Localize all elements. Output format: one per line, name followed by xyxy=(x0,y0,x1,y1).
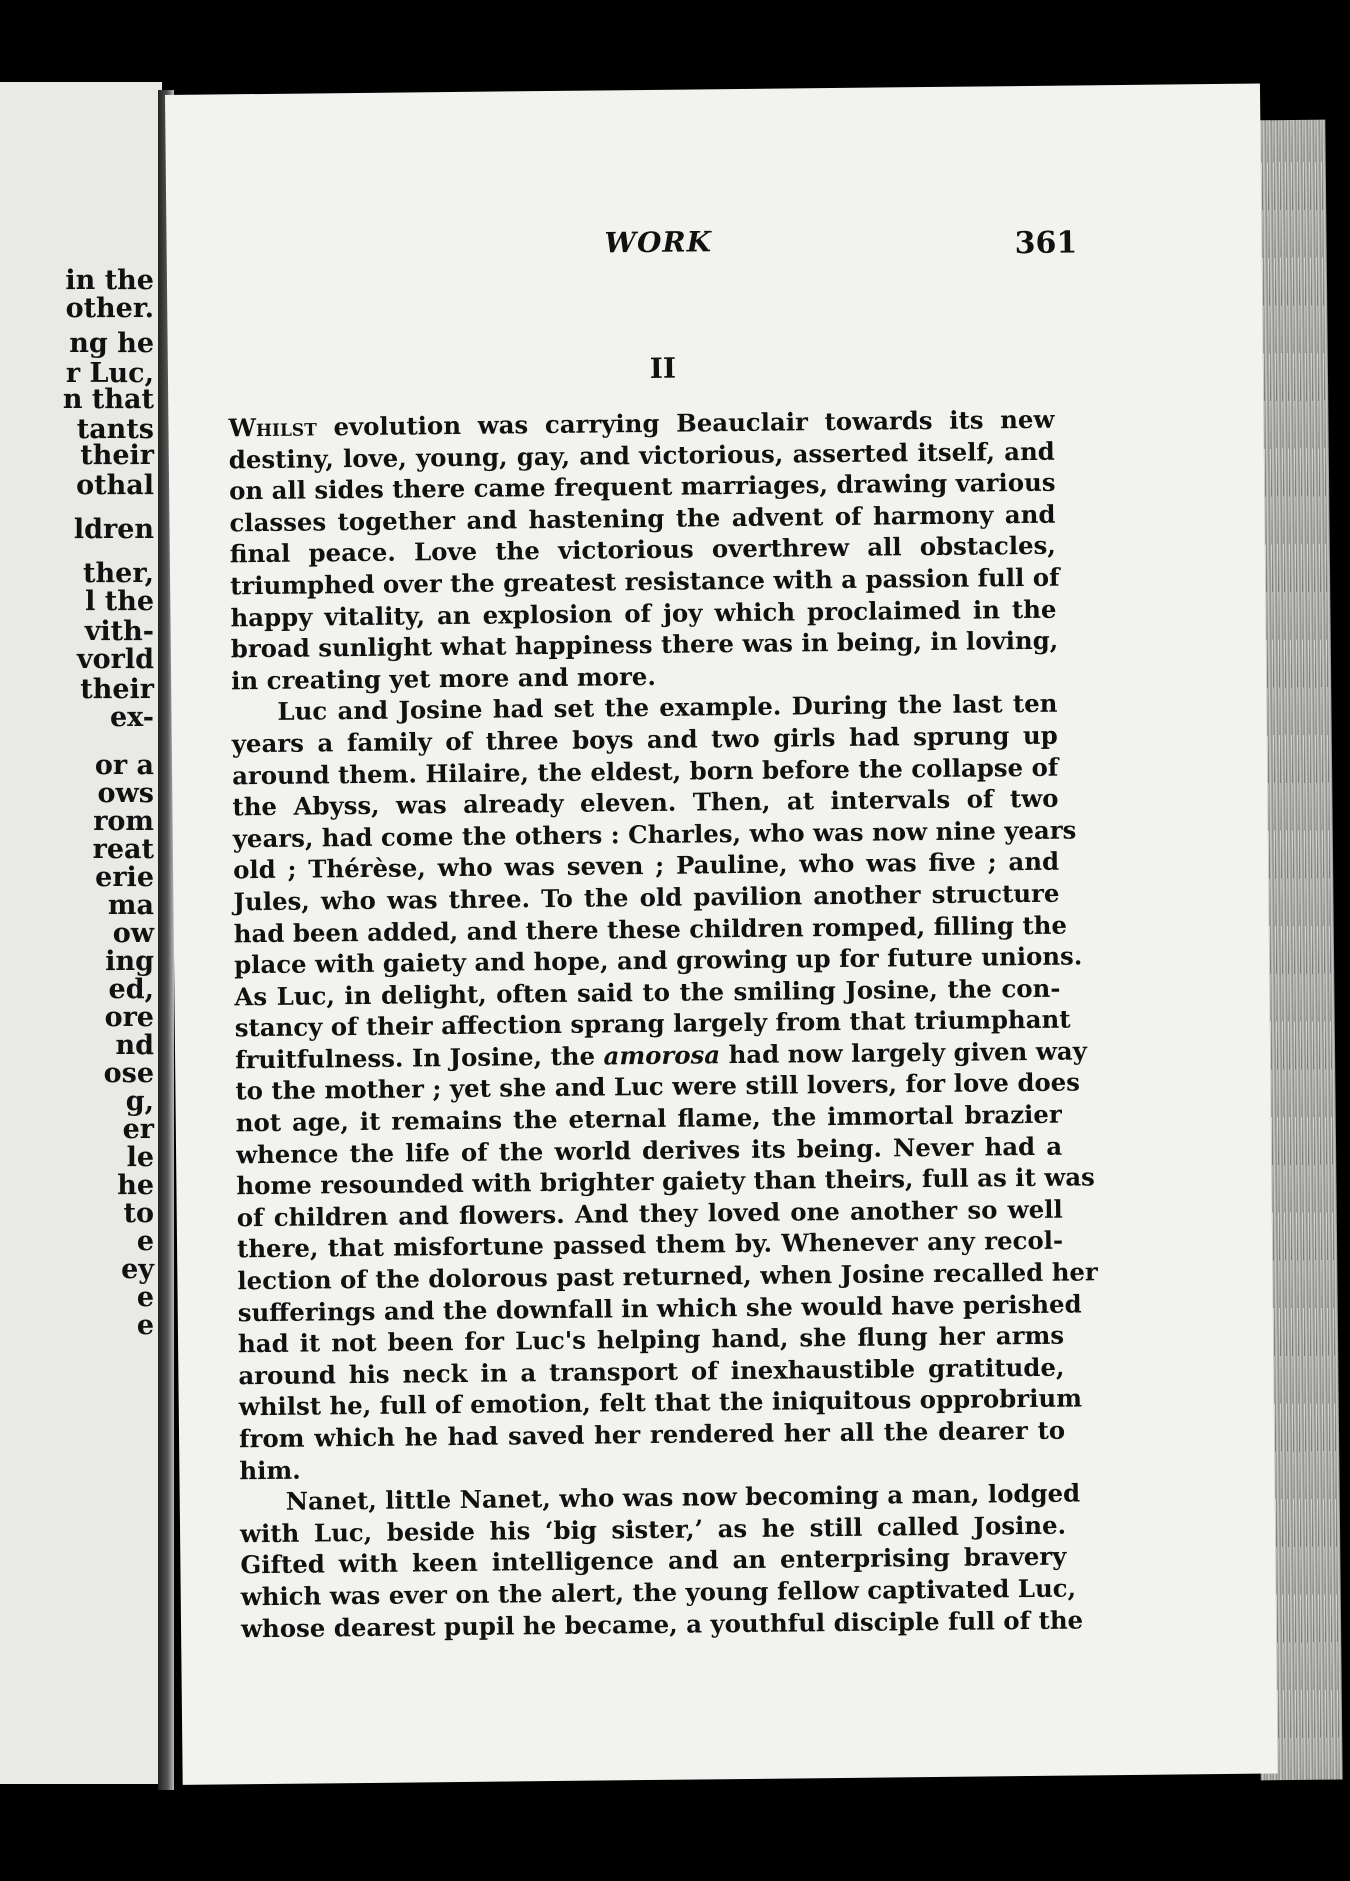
text-line: final peace. Love the victorious overthrew all obstacles, xyxy=(229,531,1056,569)
left-page-fragment: other. xyxy=(65,293,154,324)
left-page-fragment: in the xyxy=(65,265,154,296)
text-line: old ; Thérèse, who was seven ; Pauline, who was five ; and xyxy=(232,846,1060,885)
text-fragment: had now largely given way xyxy=(719,1036,1087,1070)
left-page-fragment: ore xyxy=(104,1002,154,1033)
text-line: had it not been for Luc's helping hand, she flung her arms xyxy=(237,1320,1065,1359)
text-line: Jules, who was three. To the old pavilion another structure xyxy=(233,878,1060,917)
left-page-fragment: ow xyxy=(112,918,154,949)
text-line: place with gaiety and hope, and growing up for future unions. xyxy=(233,941,1083,980)
text-line: whence the life of the world derives its being. Never had a xyxy=(235,1131,1063,1169)
text-line: stancy of their affection sprang largely from that triumphant xyxy=(234,1004,1071,1043)
left-page-fragment: e xyxy=(136,1310,154,1341)
text-line: happy vitality, an explosion of joy which proclaimed in the xyxy=(230,594,1057,632)
text-line: on all sides there came frequent marriages, drawing various xyxy=(228,467,1056,506)
body-text xyxy=(228,404,1098,1645)
text-line: to the mother ; yet she and Luc were still lovers, for love does xyxy=(235,1067,1081,1106)
text-line: had been added, and there these children romped, filling the xyxy=(233,910,1068,948)
text-line: years a family of three boys and two girls had sprung up xyxy=(231,720,1058,759)
left-page-fragment: nd xyxy=(115,1030,154,1061)
text-line: which was ever on the alert, the young fellow captivated Luc, xyxy=(240,1573,1077,1612)
left-page-fragment: reat xyxy=(92,834,154,865)
left-page-fragment: r Luc, xyxy=(65,358,154,389)
text-line-rest: evolution was carrying Beauclair towards its new xyxy=(316,404,1055,442)
left-page-fragment: ing xyxy=(105,946,154,977)
text-line: destiny, love, young, gay, and victorious, asserted itself, and xyxy=(228,436,1055,474)
left-page-fragment: g, xyxy=(125,1086,154,1117)
text-line: in creating yet more and more. xyxy=(230,661,656,696)
left-page-fragment: ma xyxy=(107,890,154,921)
text-line: whose dearest pupil he became, a youthful disciple full of the xyxy=(240,1605,1084,1643)
running-title: WORK xyxy=(604,225,713,260)
left-page-fragment: e xyxy=(136,1282,154,1313)
text-line: from which he had saved her rendered her all the dearer to xyxy=(238,1415,1066,1454)
text-line: of children and flowers. And they loved one another so well xyxy=(236,1194,1063,1233)
left-page-fragment: ex- xyxy=(109,702,154,733)
text-line: around them. Hilaire, the eldest, born before the collapse of xyxy=(231,752,1059,790)
left-page-fragment: their xyxy=(80,440,154,471)
text-line: sufferings and the downfall in which she would have perished xyxy=(237,1289,1082,1327)
text-line: Nanet, little Nanet, who was now becoming a man, lodged xyxy=(285,1478,1081,1516)
left-page-fragment: ey xyxy=(121,1254,154,1285)
left-page-fragment: n that xyxy=(62,384,154,415)
dropword: Whilst xyxy=(228,412,317,443)
text-line: not age, it remains the eternal flame, the immortal brazier xyxy=(235,1099,1062,1138)
left-page-fragment: le xyxy=(126,1142,154,1173)
left-page-fragment: ldren xyxy=(73,514,154,545)
left-page-fragment: l the xyxy=(85,586,154,617)
left-page-fragment: vith- xyxy=(84,616,154,647)
text-line: As Luc, in delight, often said to the smiling Josine, the con- xyxy=(234,973,1061,1012)
text-line: whilst he, full of emotion, felt that the iniquitous opprobrium xyxy=(238,1383,1083,1422)
left-page-fragment: othal xyxy=(76,470,154,501)
text-line: broad sunlight what happiness there was in being, in loving, xyxy=(230,625,1059,664)
left-page-fragment: vorld xyxy=(76,644,154,675)
text-fragment: fruitfulness. In Josine, the xyxy=(234,1041,604,1075)
text-line: with Luc, beside his ‘big sister,’ as he still called Josine. xyxy=(239,1510,1067,1549)
left-page-fragment: tants xyxy=(76,414,154,445)
text-line: classes together and hastening the advent of harmony and xyxy=(229,499,1056,538)
left-page-fragment: he xyxy=(117,1170,154,1201)
left-facing-page xyxy=(0,82,162,1784)
running-head xyxy=(166,220,1261,271)
left-page-fragment: er xyxy=(122,1114,154,1145)
left-page-fragment: ose xyxy=(103,1058,154,1089)
text-line: lection of the dolorous past returned, when Josine recalled her xyxy=(237,1257,1098,1296)
left-page-fragment: erie xyxy=(95,862,154,893)
page-number: 361 xyxy=(1014,225,1078,262)
left-page-fragment: to xyxy=(123,1198,154,1229)
text-line: him. xyxy=(239,1455,301,1485)
text-line: home resounded with brighter gaiety than theirs, full as it was xyxy=(236,1162,1095,1201)
left-page-fragment: rom xyxy=(93,806,154,837)
text-line: Luc and Josine had set the example. During the last ten xyxy=(277,689,1058,727)
left-page-fragment: or a xyxy=(94,750,154,781)
left-page-fragment: ows xyxy=(97,778,154,809)
left-page-fragment: ng he xyxy=(69,328,154,359)
text-line: Gifted with keen intelligence and an enterprising bravery xyxy=(240,1542,1067,1580)
left-page-fragment: ed, xyxy=(108,974,154,1005)
text-line: there, that misfortune passed them by. Whenever any recol- xyxy=(236,1226,1064,1264)
text-line: years, had come the others : Charles, who was now nine years xyxy=(232,815,1077,854)
text-line: around his neck in a transport of inexhaustible gratitude, xyxy=(238,1352,1065,1391)
left-page-fragment: their xyxy=(80,674,154,705)
left-page-fragment: e xyxy=(136,1226,154,1257)
text-line: the Abyss, was already eleven. Then, at intervals of two xyxy=(232,783,1059,822)
chapter-number: II xyxy=(649,351,677,385)
italic-word: amorosa xyxy=(603,1040,721,1071)
text-line: triumphed over the greatest resistance with a passion full of xyxy=(229,562,1060,601)
book-page xyxy=(165,84,1278,1785)
left-page-fragment: ther, xyxy=(83,558,154,589)
